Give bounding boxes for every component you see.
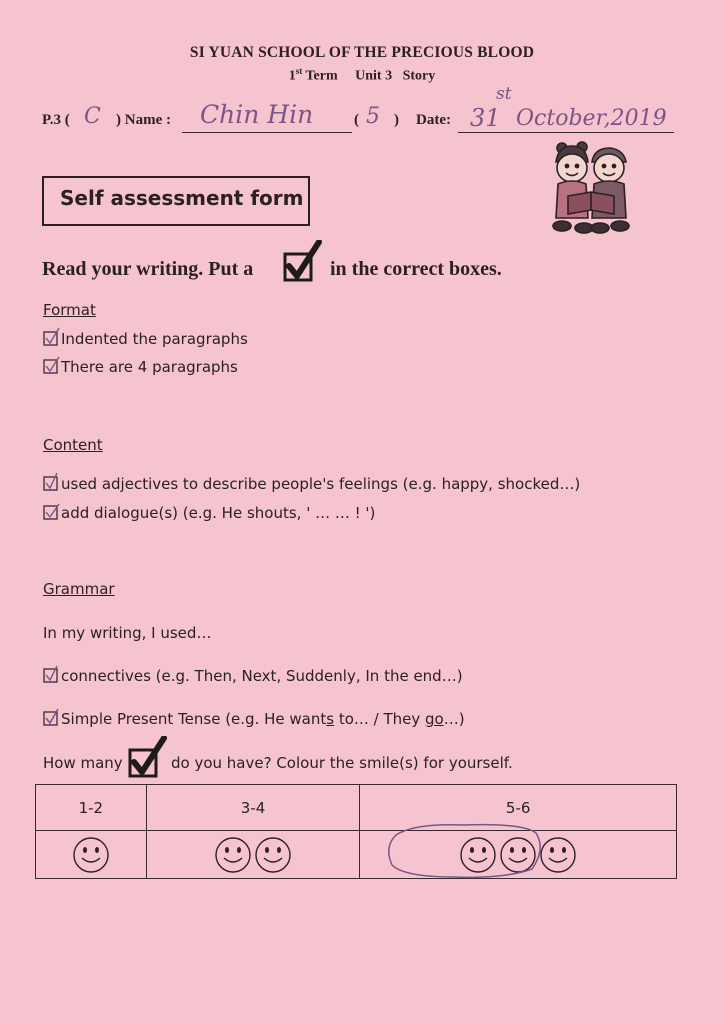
checked-box-icon[interactable] — [43, 668, 57, 682]
class-value: C — [84, 104, 101, 129]
content-item-1-text: used adjectives to describe people's feelings (e.g. happy, shocked…) — [61, 475, 581, 493]
date-month-year: October,2019 — [516, 106, 667, 131]
date-day: 31 — [470, 104, 501, 132]
school-name: SI YUAN SCHOOL OF THE PRECIOUS BLOOD — [189, 44, 535, 61]
smiley-face-icon[interactable] — [253, 845, 293, 863]
grammar-item-2-text-b: to… / They — [334, 710, 426, 728]
content-item-1 — [43, 475, 580, 493]
checked-box-icon[interactable] — [43, 476, 57, 490]
grammar-item-2-text-s: s — [326, 710, 335, 728]
checked-box-icon[interactable] — [43, 505, 57, 519]
form-title: Self assessment form — [60, 186, 304, 210]
date-suffix: st — [496, 84, 512, 104]
checked-box-icon[interactable] — [43, 711, 57, 725]
smile-header-3: 5-6 — [360, 785, 677, 831]
number-value: 5 — [366, 104, 380, 129]
checked-box-icon[interactable] — [43, 359, 57, 373]
checked-box-icon[interactable] — [43, 331, 57, 345]
format-item-1 — [43, 330, 248, 348]
grammar-item-2-text-go: go — [425, 710, 444, 728]
date-label: Date: — [416, 112, 451, 128]
number-close: ) — [394, 112, 399, 128]
smile-header-2: 3-4 — [146, 785, 360, 831]
pencil-circle-mark — [384, 821, 548, 881]
how-many-checkbox-icon — [128, 736, 168, 780]
content-heading: Content — [43, 436, 103, 454]
unit-label: Unit 3 — [355, 68, 393, 84]
number-open: ( — [354, 112, 359, 128]
grammar-item-1 — [43, 667, 463, 685]
instruction-text-end: in the correct boxes. — [330, 258, 502, 280]
content-item-2-text: add dialogue(s) (e.g. He shouts, ' … … ! ') — [61, 504, 376, 522]
name-underline — [182, 132, 352, 133]
grammar-item-2-text-a: Simple Present Tense (e.g. He want — [61, 710, 327, 728]
smiley-face-icon[interactable] — [213, 845, 253, 863]
unit-title: Story — [402, 68, 436, 84]
format-item-1-text: Indented the paragraphs — [61, 330, 248, 348]
name-label: ) Name : — [116, 112, 171, 128]
smile-header-1: 1-2 — [36, 785, 147, 831]
grammar-item-2 — [43, 710, 465, 728]
reading-children-illustration — [548, 138, 634, 238]
smiley-face-icon[interactable] — [71, 845, 111, 863]
how-many-text: How many — [43, 754, 123, 772]
name-value: Chin Hin — [200, 100, 314, 129]
instruction-text: Read your writing. Put a — [42, 258, 254, 280]
date-underline — [458, 132, 674, 133]
format-item-2 — [43, 358, 238, 376]
class-label: P.3 ( — [42, 112, 70, 128]
smile-cell-1[interactable] — [36, 831, 147, 879]
smile-cell-2[interactable] — [146, 831, 360, 879]
term-line — [0, 66, 724, 85]
how-many-text-end: do you have? Colour the smile(s) for yourself. — [171, 754, 513, 772]
grammar-item-1-text: connectives (e.g. Then, Next, Suddenly, In the end…) — [61, 667, 463, 685]
term-number: 1 — [288, 68, 296, 84]
grammar-heading: Grammar — [43, 580, 115, 598]
content-item-2 — [43, 504, 375, 522]
format-item-2-text: There are 4 paragraphs — [61, 358, 238, 376]
grammar-item-2-text-c: …) — [443, 710, 465, 728]
grammar-intro: In my writing, I used… — [43, 624, 212, 642]
format-heading: Format — [43, 301, 96, 319]
term-word: Term — [305, 68, 338, 84]
smile-cell-3[interactable] — [360, 831, 677, 879]
big-checkbox-icon — [283, 240, 323, 284]
form-title-box — [42, 176, 310, 226]
term-suffix: st — [295, 66, 303, 76]
smile-table — [35, 784, 677, 879]
